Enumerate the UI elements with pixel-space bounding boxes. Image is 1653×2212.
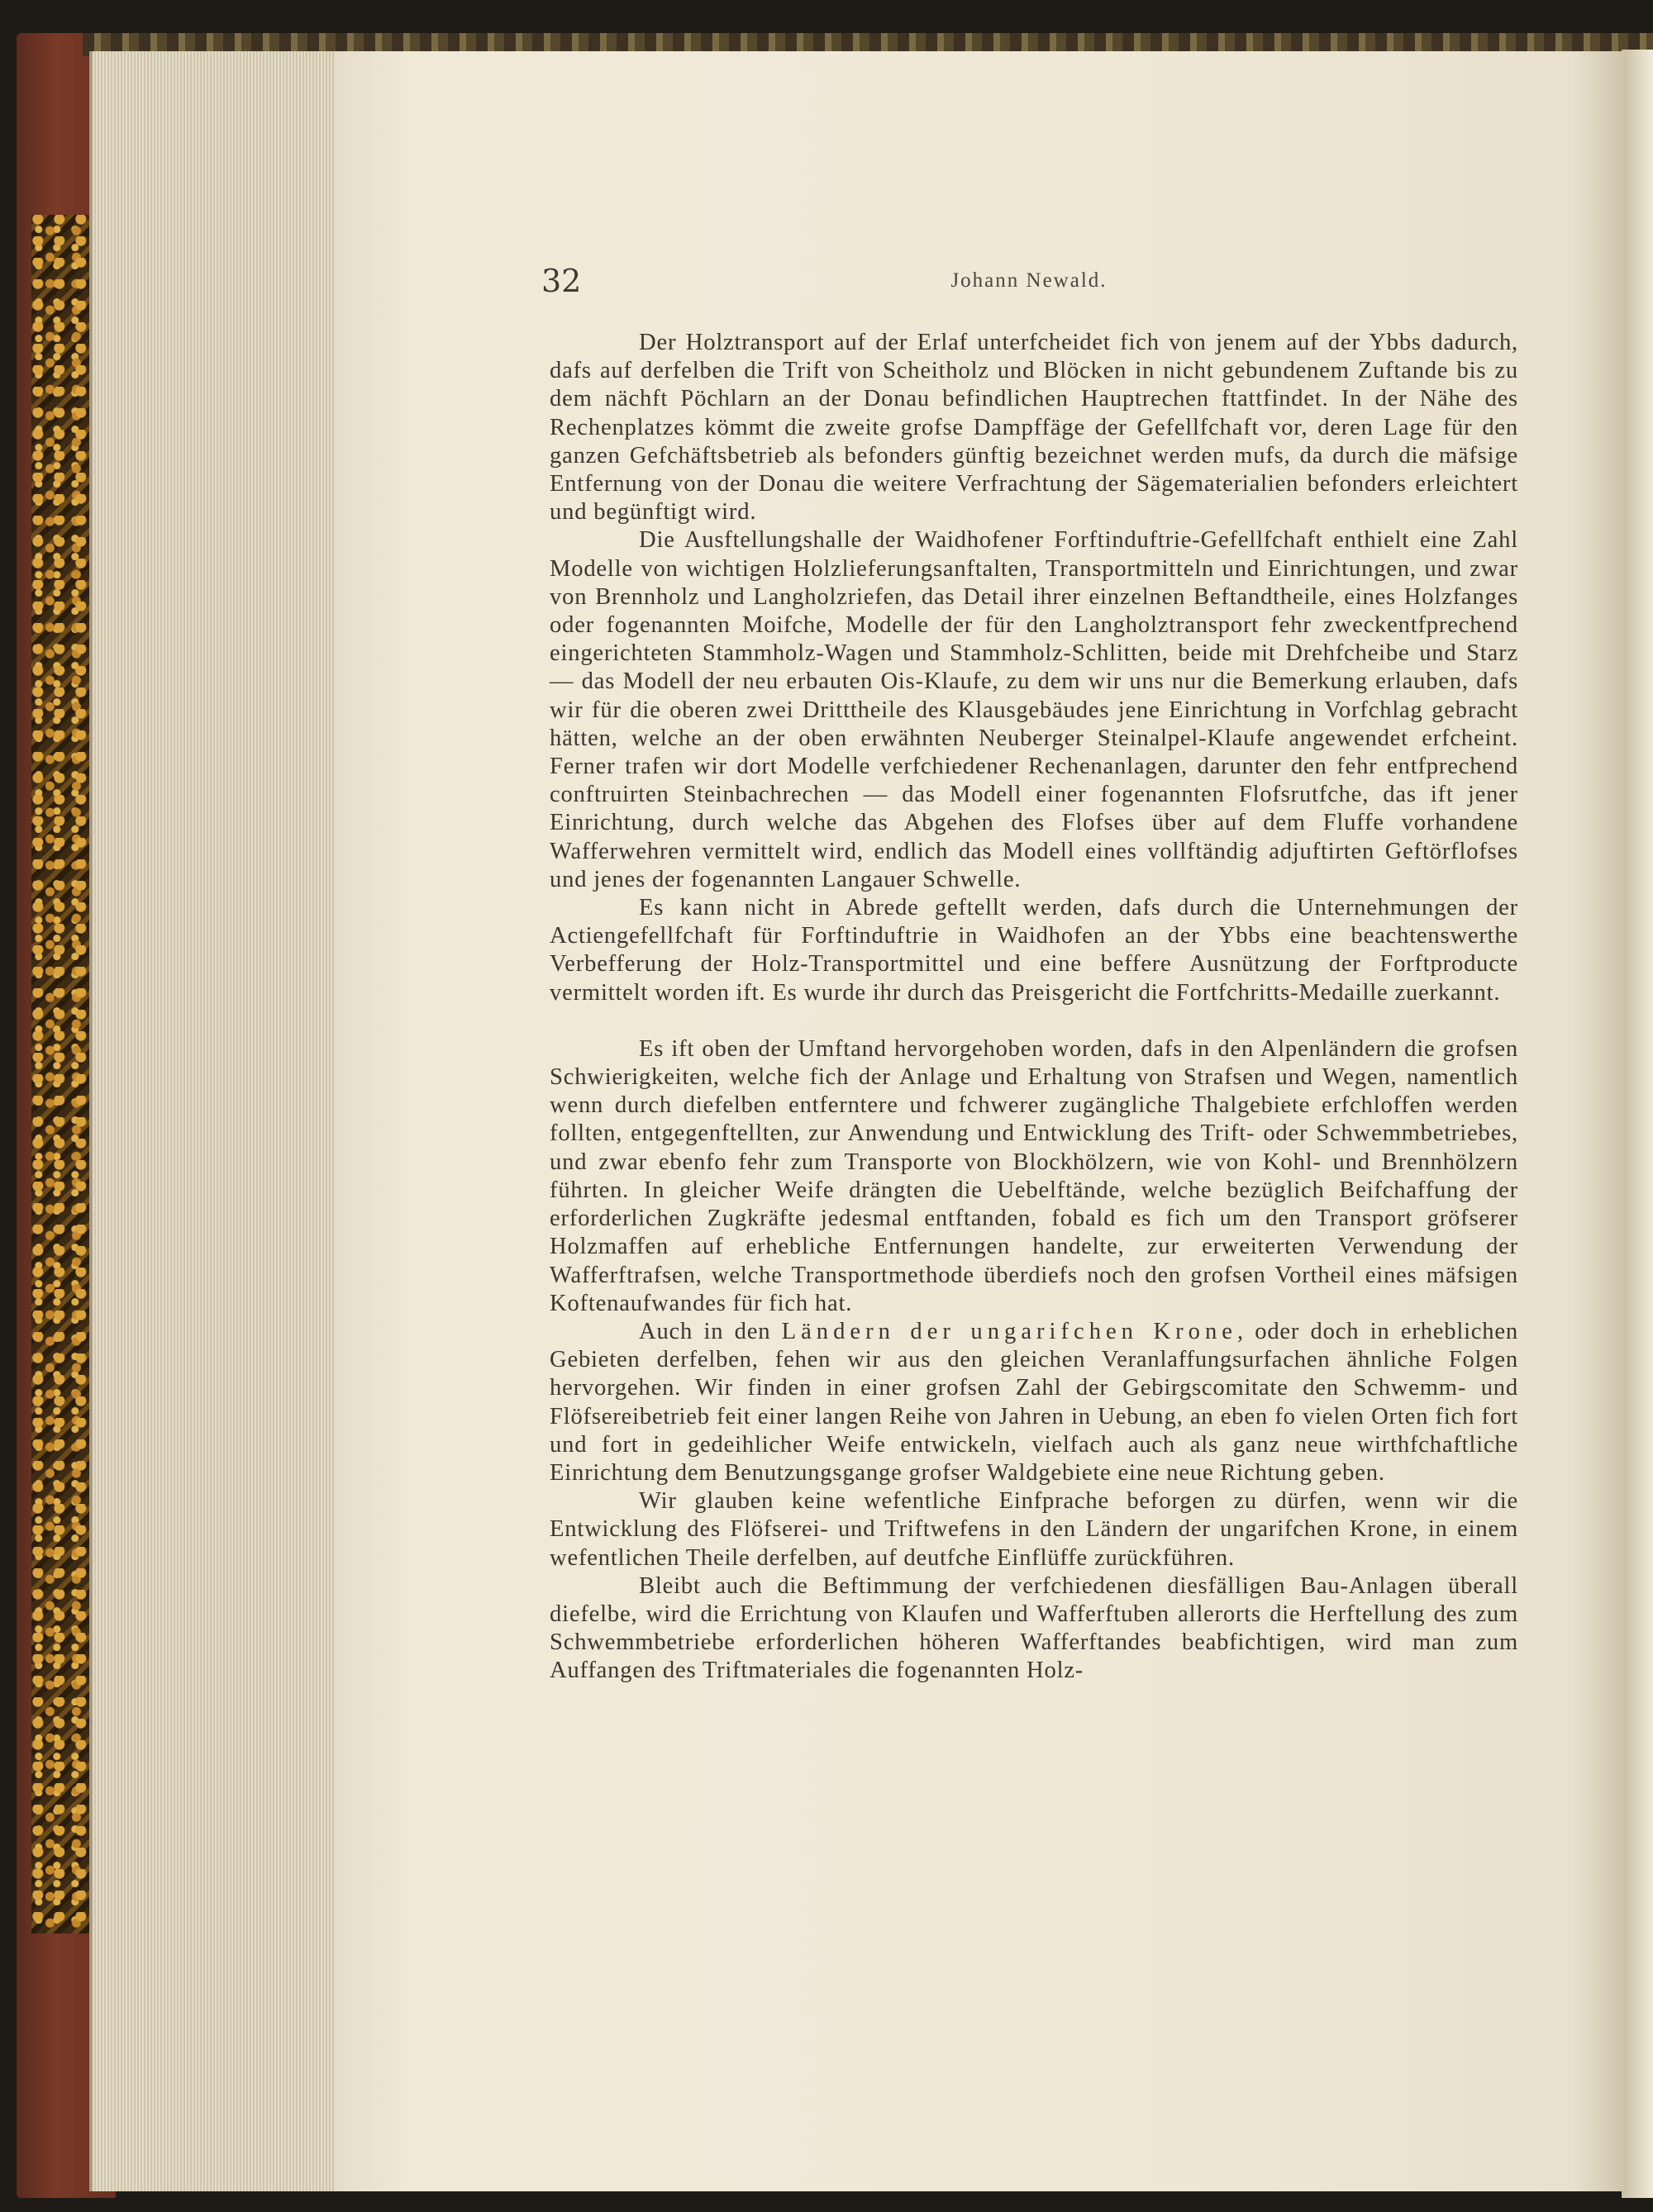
paragraph: Wir glauben keine wefentliche Einfprache beforgen zu dürfen, wenn wir die Entwicklung des Flöfserei- und Triftwefens in den Ländern der ungarifchen Krone, in einem wefentlichen Theile derfelben, auf deutfche Einflüffe zurückführen. [550,1488,1518,1571]
paragraph: Der Holztransport auf der Erlaf unterfcheidet fich von jenem auf der Ybbs dadurch, dafs auf derfelben die Trift von Scheitholz und Blöcken in nicht gebundenem Zuftande bis zu dem nächft Pöchlarn an der Donau befindlichen Hauptrechen ftattfindet. In der Nähe des Rechenplatzes kömmt die zweite grofse Dampffäge der Gefellfchaft vor, deren Lage für den ganzen Gefchäftsbetrieb als befonders günftig bezeichnet werden mufs, da durch die mäfsige Entfernung von der Donau die weitere Verfrachtung der Sägematerialien befonders erleichtert und begünftigt wird. [550,330,1518,526]
paragraph: Es ift oben der Umftand hervorgehoben worden, dafs in den Alpenländern die grofsen Schwierigkeiten, welche fich der Anlage und Erhaltung von Strafsen und Wegen, namentlich wenn durch diefelben entferntere und fchwerer zugängliche Thalgebiete erfchloffen werden follten, entgegenftellten, zur Anwendung und Entwicklung des Trift- oder Schwemmbetriebes, und zwar ebenfo fehr zum Transporte von Blockhölzern, wie von Kohl- und Brennhölzern führten. In gleicher Weife drängten die Uebelftände, welche bezüglich Beifchaffung der erforderlichen Zugkräfte jedesmal entftanden, fobald es fich um den Transport gröfserer Holzmaffen auf erhebliche Entfernungen handelte, zur erweiterten Verwendung der Wafferftrafsen, welche Transportmethode überdiefs noch den grofsen Vortheil eines mäfsigen Koftenaufwandes für fich hat. [550,1035,1518,1316]
paragraph: Bleibt auch die Beftimmung der verfchiedenen diesfälligen Bau-Anlagen überall diefelbe, wird die Errichtung von Klaufen und Wafferftuben allerorts die Herftellung des zum Schwemmbetriebe erforderlichen höheren Wafferftandes beabfichtigen, wird man zum Auffangen des Triftmateriales die fogenannten Holz- [550,1572,1518,1684]
paragraph-lead: Auch in den [639,1318,782,1344]
page-block-edges [89,51,341,2191]
paragraph-rest: , oder doch in erheblichen Gebieten derfelben, fehen wir aus den gleichen Veranlaffungsurfachen ähnliche Folgen hervorgehen. Wir finden in einer grofsen Zahl der Gebirgscomitate den Schwemm- und Flöfsereibetrieb feit einer langen Reihe von Jahren in Uebung, an eben fo vielen Orten fich fort und fort in gedeihlicher Weife entwickeln, vielfach auch als ganz neue wirthfchaftliche Einrichtung dem Benutzungsgange grofser Waldgebiete eine neue Richtung geben. [550,1318,1518,1486]
body-text [550,329,1518,1686]
page-header [541,263,1517,304]
facing-page-edge [1622,50,1653,2198]
running-head: Johann Newald. [950,269,1108,292]
spaced-emphasis: Ländern der ungarifchen Krone [781,1318,1237,1344]
page-number: 32 [541,263,582,299]
paragraph: Es kann nicht in Abrede geftellt werden, dafs durch die Unternehmungen der Actiengefellfchaft für Forftinduftrie in Waidhofen an der Ybbs eine beachtenswerthe Verbefferung der Holz-Transportmittel und eine beffere Ausnützung der Forftproducte vermittelt worden ift. Es wurde ihr durch das Preisgericht die Fortfchritts-Medaille zuerkannt. [550,895,1518,1006]
marbled-edge [31,215,98,1934]
paragraph: Die Ausftellungshalle der Waidhofener Forftinduftrie-Gefellfchaft enthielt eine Zahl Modelle von wichtigen Holzlieferungsanftalten, Transportmitteln und Einrichtungen, und zwar von Brennholz und Langholzriefen, das Detail ihrer einzelnen Beftandtheile, eines Holzfanges oder fogenannten Moifche, Modelle der für den Langholztransport fehr zweckentfprechend eingerichteten Stammholz-Wagen und Stammholz-Schlitten, beide mit Drehfcheibe und Starz — das Modell der neu erbauten Ois-Klaufe, zu dem wir uns nur die Bemerkung erlauben, dafs wir für die oberen zwei Dritttheile des Klausgebäudes jene Einrichtung in Vorfchlag gebracht hätten, welche an der oben erwähnten Neuberger Steinalpel-Klaufe angewendet erfcheint. Ferner trafen wir dort Modelle verfchiedener Rechenanlagen, darunter den fehr entfprechend conftruirten Steinbachrechen — das Modell einer fogenannten Flofsrutfche, das ift jener Einrichtung, durch welche das Abgehen des Flofses über auf dem Fluffe vorhandene Wafferwehren vermittelt wird, endlich das Modell eines vollftändig adjuftirten Geftörflofses und jenes der fogenannten Langauer Schwelle. [550,527,1518,892]
paragraph [550,1318,1518,1487]
